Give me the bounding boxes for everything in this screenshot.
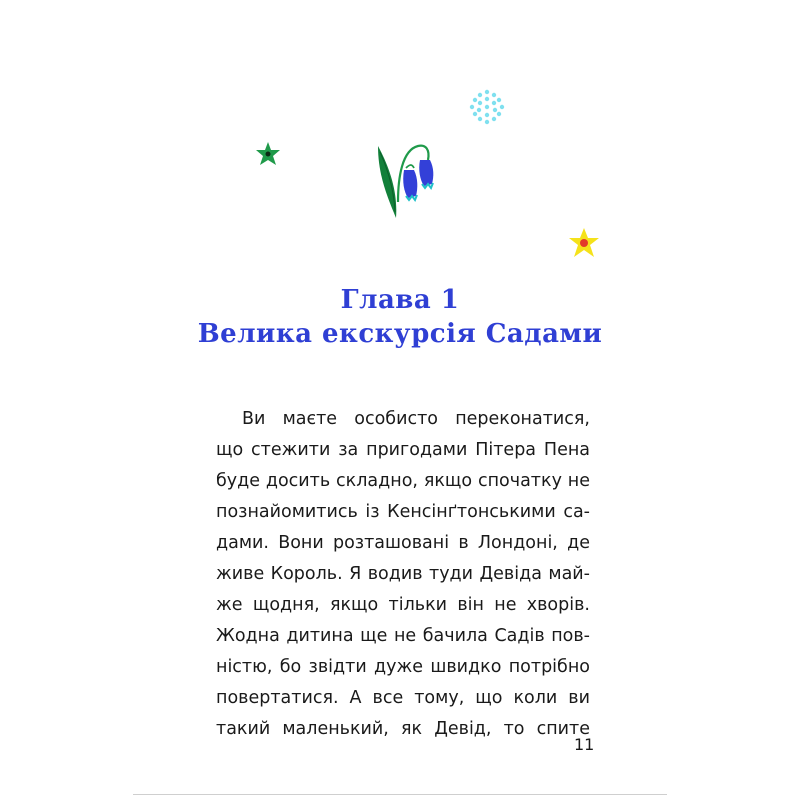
text-line: що стежити за пригодами Пітера Пена	[216, 440, 590, 460]
text-line: повертатися. А все тому, що коли ви	[216, 688, 590, 708]
text-line: познайомитись із Кенсінґтонськими са-	[216, 502, 590, 522]
body-paragraph	[216, 404, 590, 745]
bluebell-flower-icon	[368, 138, 440, 220]
text-line: же щодня, якщо тільки він не хворів.	[216, 595, 590, 615]
text-line: Жодна дитина ще не бачила Садів пов-	[216, 626, 590, 646]
chapter-number: Глава 1	[340, 285, 460, 315]
page-number: 11	[574, 735, 595, 754]
text-line: буде досить складно, якщо спочатку не	[216, 471, 590, 491]
text-line: живе Король. Я водив туди Девіда май-	[216, 564, 590, 584]
text-line: Ви маєте особисто переконатися,	[242, 409, 590, 429]
dotted-snowflake-icon	[468, 88, 506, 126]
bottom-divider	[133, 794, 667, 795]
text-line: ністю, бо звідти дуже швидко потрібно	[216, 657, 590, 677]
chapter-title: Велика екскурсія Садами	[197, 319, 603, 349]
chapter-heading	[0, 283, 800, 351]
green-star-flower-icon	[254, 140, 282, 168]
yellow-daffodil-icon	[567, 227, 601, 261]
text-line: дами. Вони розташовані в Лондоні, де	[216, 533, 590, 553]
text-line: такий маленький, як Девід, то спите	[216, 719, 590, 739]
